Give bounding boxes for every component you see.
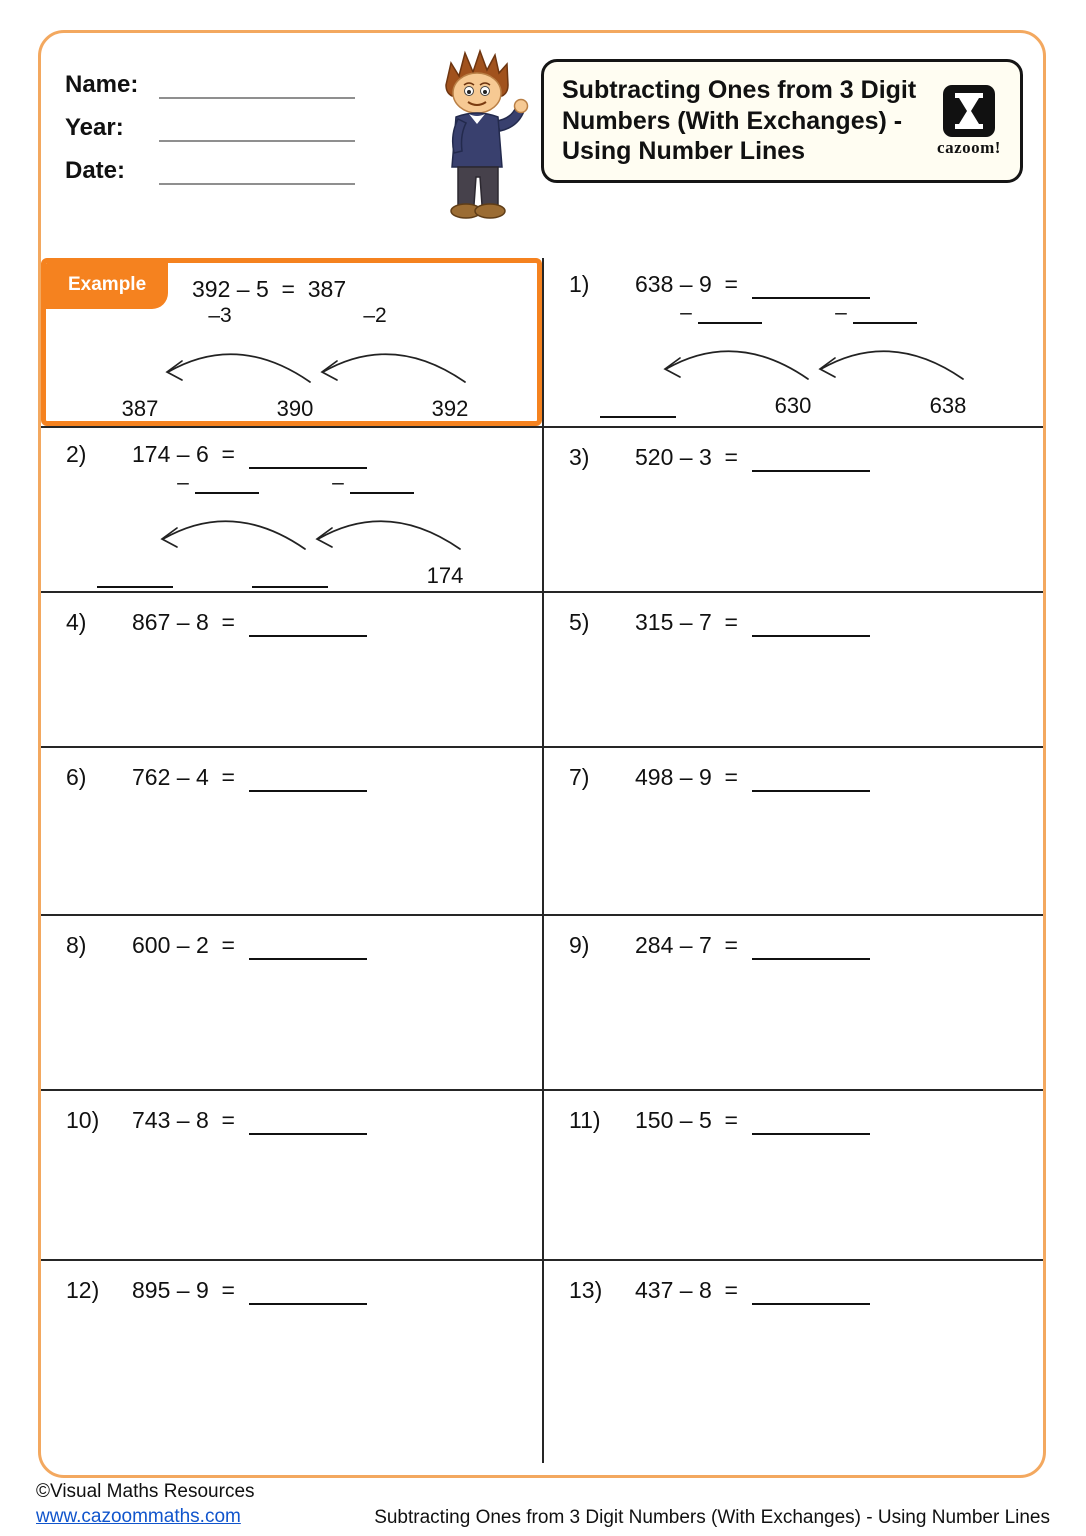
question-expression: 437 – 8 = — [635, 1277, 738, 1303]
answer-blank[interactable] — [249, 772, 367, 792]
question-cell — [41, 1261, 542, 1463]
hop-label: – — [177, 471, 189, 494]
name-input-line[interactable] — [159, 75, 355, 99]
question-number: 2) — [66, 441, 87, 467]
arrowhead-icon — [162, 528, 177, 547]
question-number: 12) — [66, 1277, 100, 1303]
question-expression: 600 – 2 = — [132, 932, 235, 958]
question-numberline — [566, 301, 1006, 423]
question-number: 9) — [569, 932, 590, 958]
answer-blank[interactable] — [752, 452, 870, 472]
hand — [515, 100, 528, 113]
arrowhead-icon — [665, 358, 680, 377]
numberline-point: 638 — [929, 393, 967, 418]
year-label: Year: — [65, 114, 124, 141]
cazoommaths-link[interactable]: www.cazoommaths.com — [36, 1505, 241, 1527]
worksheet-row — [41, 1261, 1043, 1463]
cazoom-logo-text: cazoom! — [937, 137, 1001, 157]
answer-blank[interactable] — [249, 617, 367, 637]
name-field-row — [65, 71, 355, 99]
title-line-1: Subtracting Ones from 3 Digit — [562, 76, 917, 104]
cazoom-logo — [930, 84, 1008, 158]
student-fields — [65, 71, 355, 200]
numberline-point: 174 — [426, 563, 464, 588]
trousers — [458, 167, 498, 205]
numberline-point: 390 — [276, 396, 314, 421]
question-expression: 174 – 6 = — [132, 441, 235, 467]
question-number: 4) — [66, 609, 87, 635]
question-expression: 498 – 9 = — [635, 764, 738, 790]
name-label: Name: — [65, 71, 139, 98]
title-line-3: Using Number Lines — [562, 137, 806, 165]
question-number: 6) — [66, 764, 87, 790]
question-number: 7) — [569, 764, 590, 790]
answer-blank[interactable] — [249, 1115, 367, 1135]
hop-arc — [168, 354, 310, 382]
worksheet-title — [562, 75, 922, 167]
question-expression: 150 – 5 = — [635, 1107, 738, 1133]
question-cell — [542, 428, 1043, 593]
question-number: 3) — [569, 444, 590, 470]
hop-label: –3 — [208, 304, 232, 327]
page-footer — [36, 1480, 1050, 1529]
hop-arc — [323, 354, 465, 382]
question-number: 11) — [569, 1107, 601, 1133]
arrowhead-icon — [820, 358, 835, 377]
question-expression: 315 – 7 = — [635, 609, 738, 635]
hop-label: – — [680, 301, 692, 324]
question-number: 5) — [569, 609, 590, 635]
worksheet-row — [41, 258, 1043, 428]
arrowhead-icon — [317, 528, 332, 547]
hop-label: – — [332, 471, 344, 494]
answer-blank[interactable] — [752, 1115, 870, 1135]
question-numberline — [63, 471, 503, 593]
question-cell — [542, 593, 1043, 746]
hop-arc — [821, 351, 963, 379]
arrowhead-icon — [167, 361, 182, 380]
question-cell — [542, 258, 1043, 426]
question-expression: 520 – 3 = — [635, 444, 738, 470]
date-label: Date: — [65, 157, 126, 184]
question-cell — [542, 1091, 1043, 1259]
cartoon-boy-illustration — [413, 45, 545, 235]
answer-blank[interactable] — [752, 617, 870, 637]
question-cell — [41, 748, 542, 914]
example-numberline — [68, 304, 508, 426]
answer-blank[interactable] — [752, 279, 870, 299]
date-input-line[interactable] — [159, 161, 355, 185]
shoe — [475, 204, 505, 218]
question-number: 13) — [569, 1277, 603, 1303]
hop-arc — [318, 521, 460, 549]
question-cell — [41, 593, 542, 746]
question-cell — [542, 748, 1043, 914]
question-expression: 895 – 9 = — [132, 1277, 235, 1303]
cazoom-logo-icon — [942, 84, 996, 138]
worksheet-row — [41, 1091, 1043, 1261]
date-field-row — [65, 157, 355, 185]
title-line-2: Numbers (With Exchanges) - — [562, 106, 903, 135]
worksheet-row — [41, 916, 1043, 1091]
numberline-point: 392 — [431, 396, 469, 421]
question-expression: 867 – 8 = — [132, 609, 235, 635]
question-expression: 762 – 4 = — [132, 764, 235, 790]
answer-blank[interactable] — [249, 940, 367, 960]
answer-blank[interactable] — [752, 1285, 870, 1305]
question-number: 1) — [569, 271, 590, 297]
question-number: 10) — [66, 1107, 100, 1133]
answer-blank[interactable] — [752, 772, 870, 792]
footer-worksheet-title: Subtracting Ones from 3 Digit Numbers (With Exchanges) - Using Number Lines — [374, 1507, 1050, 1529]
hop-label: –2 — [363, 304, 387, 327]
question-cell — [41, 428, 542, 593]
year-field-row — [65, 114, 355, 142]
question-expression: 284 – 7 = — [635, 932, 738, 958]
numberline-point: 630 — [774, 393, 812, 418]
example-box — [41, 258, 542, 426]
question-grid — [41, 258, 1043, 1463]
example-tab: Example — [46, 263, 168, 309]
answer-blank[interactable] — [249, 1285, 367, 1305]
copyright-text: ©Visual Maths Resources — [36, 1481, 255, 1502]
hop-arc — [163, 521, 305, 549]
hop-label: – — [835, 301, 847, 324]
question-cell — [542, 1261, 1043, 1463]
question-cell — [41, 916, 542, 1089]
question-expression: 638 – 9 = — [635, 271, 738, 297]
worksheet-title-box — [541, 59, 1023, 183]
answer-blank[interactable] — [249, 449, 367, 469]
answer-blank[interactable] — [752, 940, 870, 960]
example-equation: 392 – 5 = 387 — [192, 276, 347, 302]
example-cell — [41, 258, 542, 426]
year-input-line[interactable] — [159, 118, 355, 142]
worksheet-row — [41, 428, 1043, 593]
question-number: 8) — [66, 932, 87, 958]
numberline-point: 387 — [121, 396, 159, 421]
worksheet-row — [41, 593, 1043, 748]
worksheet-frame — [38, 30, 1046, 1478]
arrowhead-icon — [322, 361, 337, 380]
question-expression: 743 – 8 = — [132, 1107, 235, 1133]
face — [453, 73, 501, 113]
hop-arc — [666, 351, 808, 379]
question-cell — [41, 1091, 542, 1259]
question-cell — [542, 916, 1043, 1089]
worksheet-row — [41, 748, 1043, 916]
